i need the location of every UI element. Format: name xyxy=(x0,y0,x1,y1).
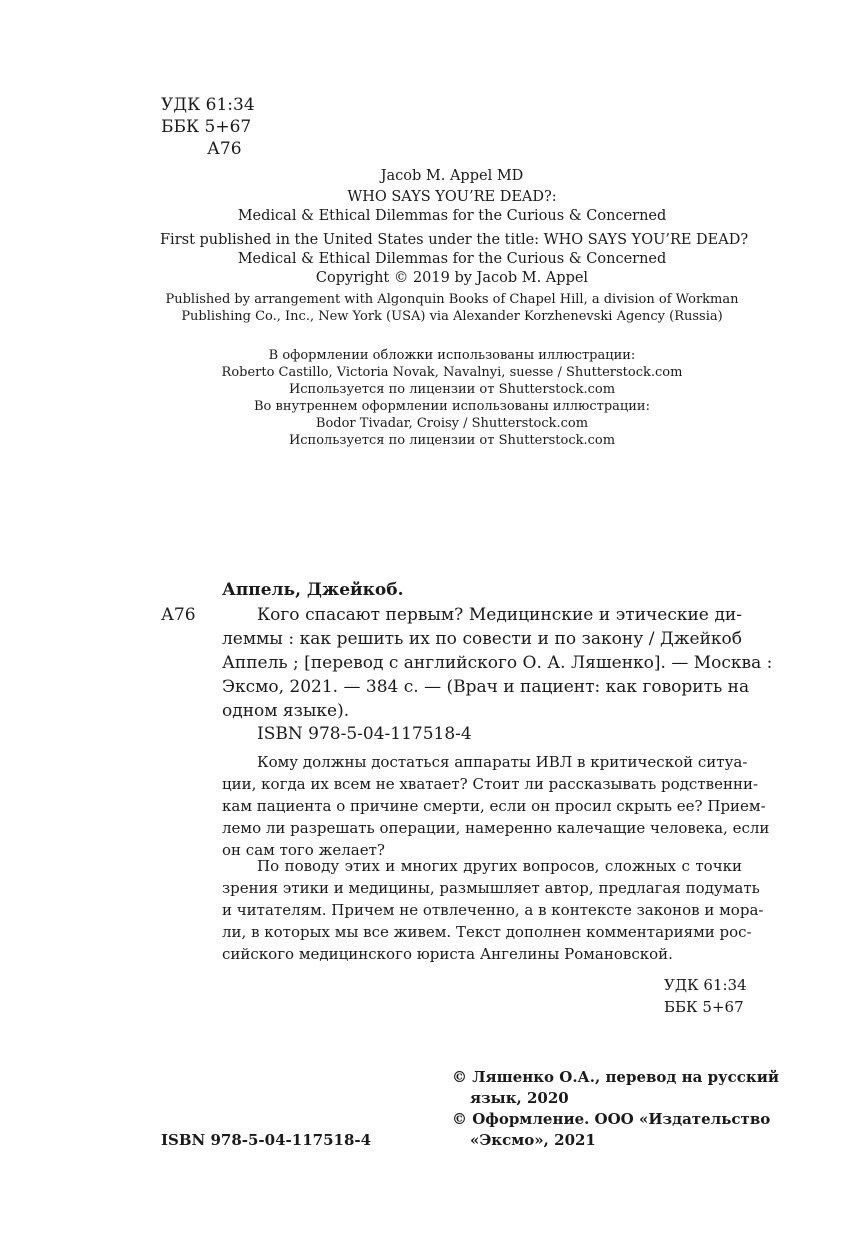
copyright-line: Copyright © 2019 by Jacob M. Appel xyxy=(315,270,589,286)
annotation-line: он сам того желает? xyxy=(222,841,385,859)
annotation-line: ции, когда их всем не хватает? Стоит ли рассказывать родственни- xyxy=(222,775,759,793)
annotation-line: ли, в которых мы все живем. Текст дополнен комментариями рос- xyxy=(222,923,752,941)
arrangement-line-2: Publishing Co., Inc., New York (USA) via Alexander Korzhenevski Agency (Russia) xyxy=(181,309,723,324)
catalog-udk: УДК 61:34 xyxy=(664,976,747,994)
description-line: Аппель ; [перевод с английского О. А. Ляшенко]. — Москва : xyxy=(222,653,773,673)
description-line: Эксмо, 2021. — 384 с. — (Врач и пациент: как говорить на xyxy=(222,677,750,697)
annotation-paragraph-1 xyxy=(222,751,770,861)
copyright-design-line-2: «Эксмо», 2021 xyxy=(470,1131,596,1149)
illustration-credit: Используется по лицензии от Shutterstock.com xyxy=(288,382,616,397)
catalog-author-heading: Аппель, Джейкоб. xyxy=(222,580,404,600)
udk-code: УДК 61:34 xyxy=(161,95,255,115)
annotation-line: зрения этики и медицины, размышляет автор, предлагая подумать xyxy=(222,879,760,897)
description-line: одном языке). xyxy=(222,701,350,721)
author-mark: А76 xyxy=(207,139,242,159)
illustration-credit: Во внутреннем оформлении использованы иллюстрации: xyxy=(254,399,650,414)
original-title: WHO SAYS YOU’RE DEAD?: xyxy=(347,189,557,205)
catalog-isbn: ISBN 978-5-04-117518-4 xyxy=(257,724,472,744)
copyright-design-line-1: © Оформление. ООО «Издательство xyxy=(452,1110,771,1128)
catalog-description xyxy=(222,603,773,723)
catalog-bbk: ББК 5+67 xyxy=(664,998,744,1016)
original-author: Jacob M. Appel MD xyxy=(380,168,524,184)
annotation-line: и читателям. Причем не отвлеченно, а в контексте законов и мора- xyxy=(222,901,764,919)
annotation-line: Кому должны достаться аппараты ИВЛ в критической ситуа- xyxy=(257,753,748,771)
annotation-paragraph-2 xyxy=(222,855,764,965)
illustration-credit: Используется по лицензии от Shutterstock.com xyxy=(288,433,616,448)
catalog-mark: А76 xyxy=(161,605,196,625)
annotation-line: кам пациента о причине смерти, если он просил скрыть ее? Прием- xyxy=(222,797,766,815)
annotation-line: лемо ли разрешать операции, намеренно калечащие человека, если xyxy=(222,819,770,837)
bbk-code: ББК 5+67 xyxy=(161,117,252,137)
copyright-translation-line-2: язык, 2020 xyxy=(470,1089,569,1107)
illustration-credit: Bodor Tivadar, Croisy / Shutterstock.com xyxy=(315,416,589,431)
annotation-line: сийского медицинского юриста Ангелины Романовской. xyxy=(222,945,673,963)
description-line: леммы : как решить их по совести и по закону / Джейкоб xyxy=(222,629,742,649)
first-published-line-2: Medical & Ethical Dilemmas for the Curious & Concerned xyxy=(237,251,667,267)
description-line: Кого спасают первым? Медицинские и этические ди- xyxy=(257,605,742,625)
footer-isbn: ISBN 978-5-04-117518-4 xyxy=(161,1131,372,1149)
illustration-credit: В оформлении обложки использованы иллюстрации: xyxy=(268,348,636,363)
illustration-credit: Roberto Castillo, Victoria Novak, Navalnyi, suesse / Shutterstock.com xyxy=(221,365,683,380)
arrangement-line-1: Published by arrangement with Algonquin Books of Chapel Hill, a division of Workman xyxy=(165,292,739,307)
copyright-translation-line-1: © Ляшенко О.А., перевод на русский xyxy=(452,1068,780,1086)
original-subtitle: Medical & Ethical Dilemmas for the Curious & Concerned xyxy=(237,208,667,224)
annotation-line: По поводу этих и многих других вопросов, сложных с точки xyxy=(257,857,742,875)
first-published-line-1: First published in the United States under the title: WHO SAYS YOU’RE DEAD? xyxy=(160,232,749,248)
